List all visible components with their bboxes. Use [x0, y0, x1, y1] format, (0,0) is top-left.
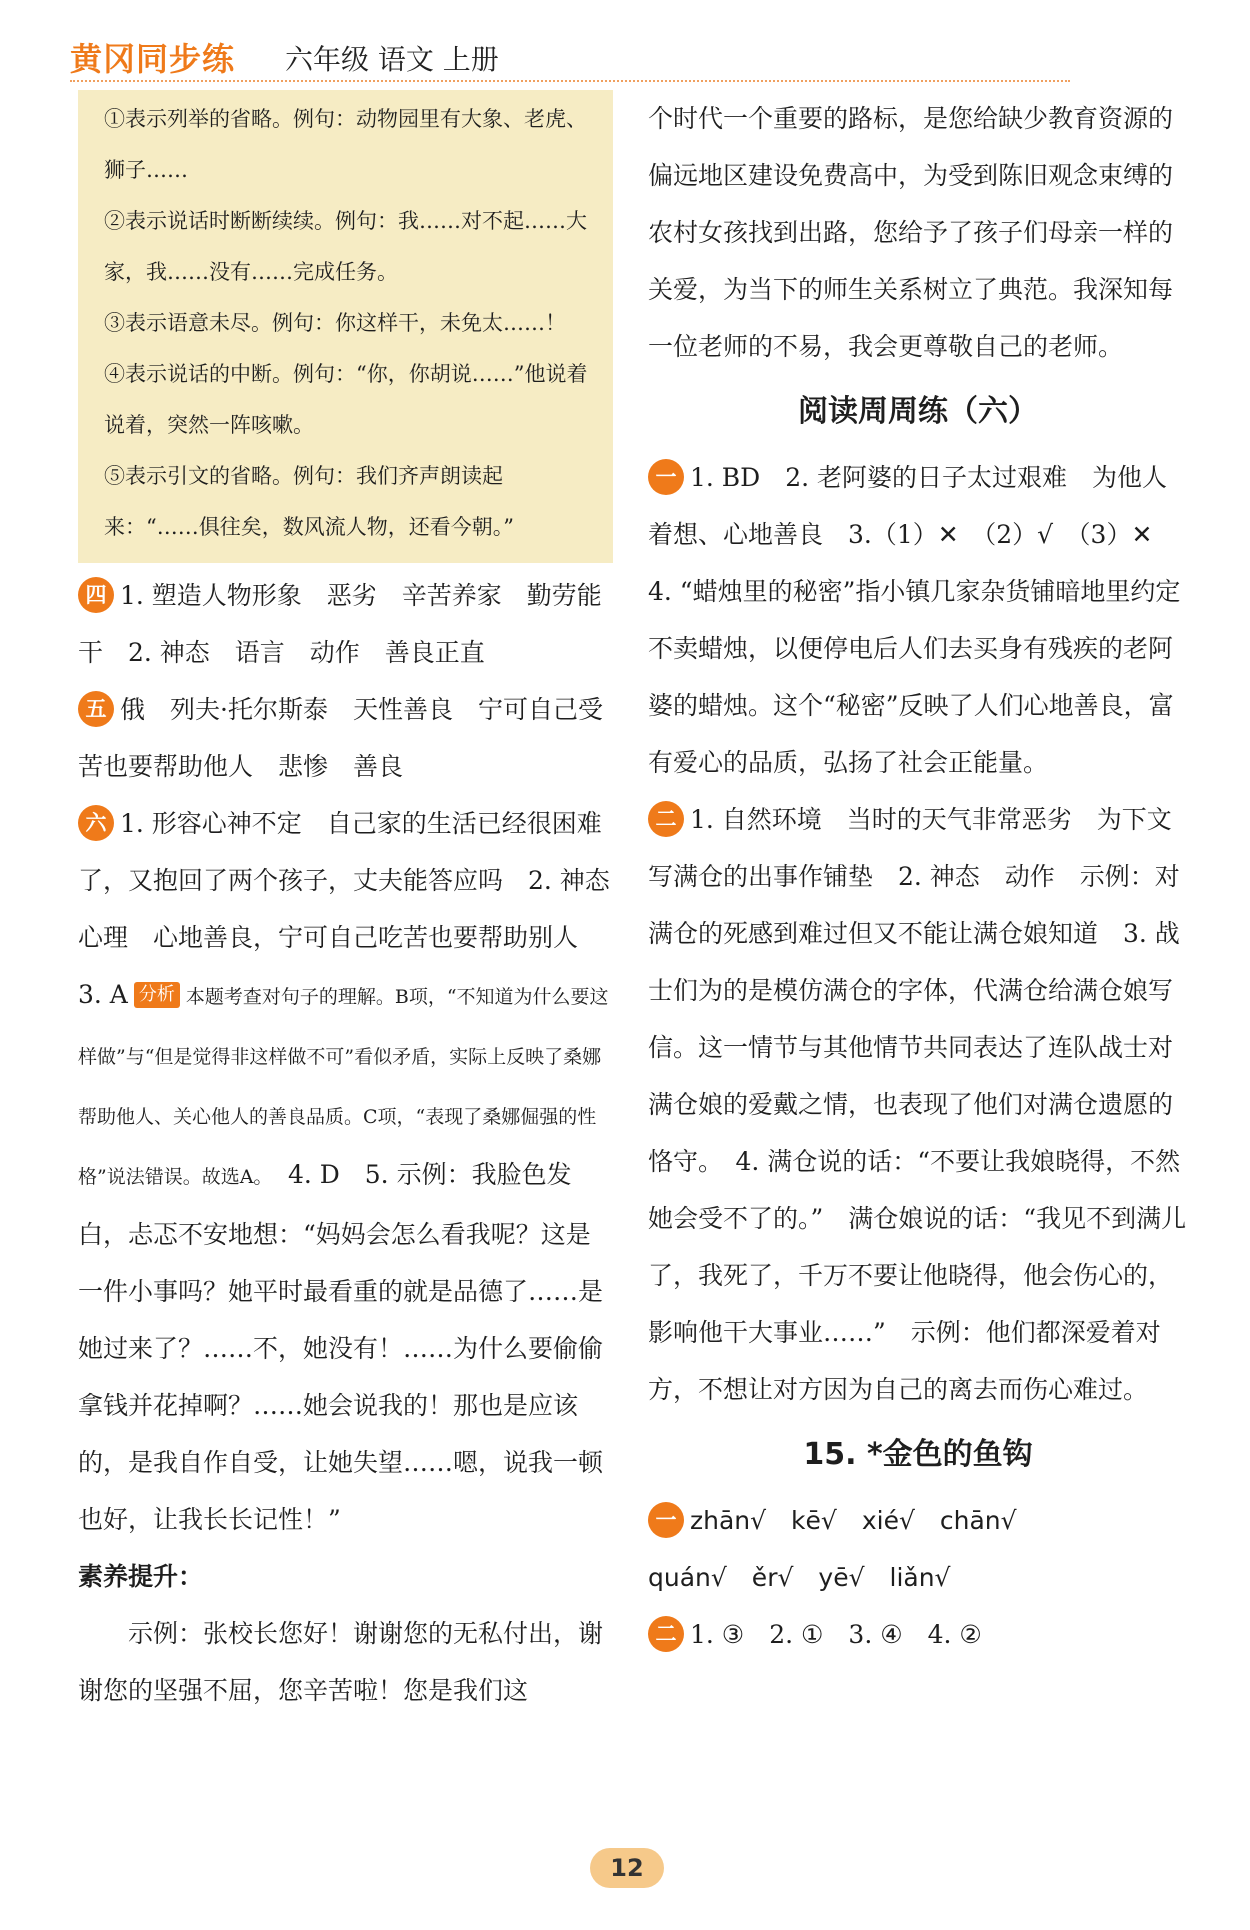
answer-text: 俄 列夫·托尔斯泰 天性善良 宁可自己受苦也要帮助他人 悲惨 善良 [78, 695, 603, 781]
answer-text: 1. ③ 2. ① 3. ④ 4. ② [690, 1620, 982, 1649]
continued-text: 个时代一个重要的路标，是您给缺少教育资源的偏远地区建设免费高中，为受到陈旧观念束缚的农村女孩找到出路，您给予了孩子们母亲一样的关爱，为当下的师生关系树立了典范。我深知每一位老师的不易，我会更尊敬自己的老师。 [648, 104, 1174, 361]
answer-section-5 [78, 681, 613, 795]
answer-text: 1. 塑造人物形象 恶劣 辛苦养家 勤劳能干 2. 神态 语言 动作 善良正直 [78, 581, 602, 667]
analysis-tag: 分析 [134, 982, 180, 1008]
suyang-label: 素养提升： [78, 1562, 204, 1591]
answer-section-6 [78, 795, 635, 1548]
note-item: ③表示语意未尽。例句：你这样干，未免太……！ [104, 311, 566, 335]
analysis-text: 本题考查对句子的理解。B项，“不知道为什么要这样做”与“但是觉得非这样做不可”看似矛盾，实际上反映了桑娜帮助他人、关心他人的善良品质。C项，“表现了桑娜倔强的性格”说法错误。故选A。 [78, 986, 609, 1188]
note-item: ②表示说话时断断续续。例句：我……对不起……大家，我……没有……完成任务。 [104, 209, 587, 284]
note-item: ⑤表示引文的省略。例句：我们齐声朗读起来：“……俱往矣，数风流人物，还看今朝。” [104, 464, 514, 539]
lesson-title: 15. *金色的鱼钩 [803, 1437, 1033, 1472]
section-badge: 一 [648, 459, 684, 495]
answer-text: 1. 形容心神不定 自己家的生活已经很困难了，又抱回了两个孩子，丈夫能答应吗 2. 神态 心理 心地善良，宁可自己吃苦也要帮助别人 3. A [78, 809, 635, 1009]
header-divider [70, 80, 1070, 82]
section-badge: 二 [648, 1616, 684, 1652]
section-badge: 二 [648, 801, 684, 837]
note-item: ④表示说话的中断。例句：“你，你胡说……”他说着说着，突然一阵咳嗽。 [104, 362, 588, 437]
page-header [70, 30, 1190, 80]
grade-subject: 六年级 语文 上册 [285, 43, 499, 76]
section-title: 阅读周周练（六） [798, 394, 1038, 429]
pinyin-answers-1 [648, 1492, 1188, 1549]
reading-answer-2 [648, 791, 1188, 1418]
right-column [648, 90, 1188, 1663]
answer-text: 1. 自然环境 当时的天气非常恶劣 为下文写满仓的出事作铺垫 2. 神态 动作 示例：对满仓的死感到难过但又不能让满仓娘知道 3. 战士们为的是模仿满仓的字体，代满仓给满仓娘写信。这一情节与其他情节共同表达了连队战士对满仓娘的爱戴之情，也表现了他们对满仓遗愿的恪守。 4. 满仓说的话：“不要让我娘晓得，不然她会受不了的。” 满仓娘说的话：“我见不到满儿了，我死了，千万不要让他晓得，他会伤心的，影响他干大事业……” 示例：他们都深爱着对方，不想让对方因为自己的离去而伤心难过。 [648, 805, 1187, 1404]
pinyin-row-2: quán√ ěr√ yē√ liǎn√ [648, 1563, 951, 1592]
section-badge: 四 [78, 577, 114, 613]
brand-logo: 黄冈同步练 [70, 40, 236, 78]
reading-answer-1 [648, 449, 1188, 791]
note-item: ①表示列举的省略。例句：动物园里有大象、老虎、狮子…… [104, 107, 587, 182]
suyang-text: 示例：张校长您好！谢谢您的无私付出，谢谢您的坚强不屈，您辛苦啦！您是我们这 [78, 1619, 604, 1705]
left-column [78, 90, 635, 1719]
page-number: 12 [590, 1848, 664, 1888]
answer-text: 1. BD 2. 老阿婆的日子太过艰难 为他人着想、心地善良 3.（1）✕ （2）√ （3）✕ 4. “蜡烛里的秘密”指小镇几家杂货铺暗地里约定不卖蜡烛，以便停电后人们去买身有残疾的老阿婆的蜡烛。这个“秘密”反映了人们心地善良，富有爱心的品质，弘扬了社会正能量。 [648, 463, 1181, 777]
section-badge: 一 [648, 1502, 684, 1538]
pinyin-row: zhān√ kē√ xié√ chān√ [690, 1506, 1017, 1535]
answer-text: 4. D 5. 示例：我脸色发白，忐忑不安地想：“妈妈会怎么看我呢？这是一件小事吗？她平时最看重的就是品德了……是她过来了？……不，她没有！……为什么要偷偷拿钱并花掉啊？……她会说我的！那也是应该的，是我自作自受，让她失望……嗯，说我一顿也好，让我长长记性！” [78, 1160, 604, 1534]
section-badge: 六 [78, 805, 114, 841]
section-badge: 五 [78, 691, 114, 727]
answer-section-4 [78, 567, 613, 681]
ellipsis-usage-note [78, 90, 613, 563]
choice-answers [648, 1606, 1188, 1663]
